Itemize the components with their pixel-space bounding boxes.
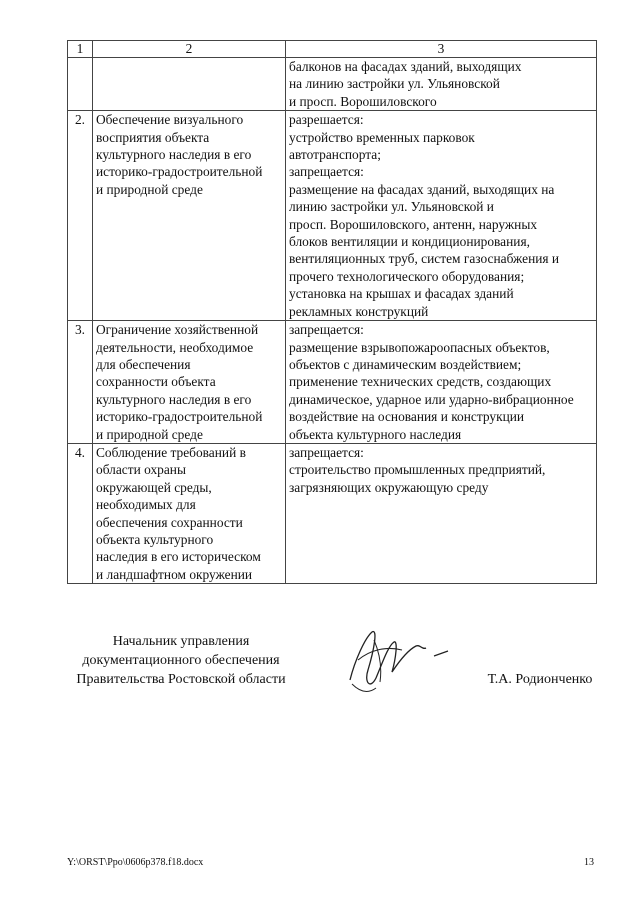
- text-line: и просп. Ворошиловского: [289, 93, 437, 109]
- text-line: Ограничение хозяйственной: [96, 322, 259, 338]
- text-line: блоков вентиляции и кондиционирования,: [289, 234, 530, 250]
- table-row: [68, 321, 597, 444]
- text-line: строительство промышленных предприятий,: [289, 462, 546, 478]
- text-line: Т.А. Родионченко: [487, 672, 593, 687]
- header-col-1: 1: [68, 41, 93, 58]
- text-line: историко-градостроительной: [96, 164, 263, 180]
- text-line: размещение взрывопожароопасных объектов,: [289, 339, 550, 355]
- text-line: наследия в его историческом: [96, 549, 261, 565]
- signatory-name: [470, 670, 610, 689]
- text-line: загрязняющих окружающую среду: [289, 479, 489, 495]
- text-line: размещение на фасадах зданий, выходящих на: [289, 181, 555, 197]
- text-line: документационного обеспечения: [82, 653, 280, 668]
- text-line: рекламных конструкций: [289, 303, 429, 319]
- row-number: 3.: [68, 321, 93, 444]
- text-line: области охраны: [96, 462, 186, 478]
- table-row: [68, 443, 597, 583]
- text-line: балконов на фасадах зданий, выходящих: [289, 59, 522, 74]
- text-line: и ландшафтном окружении: [96, 566, 253, 582]
- text-line: применение технических средств, создающих: [289, 374, 552, 390]
- signatory-position: [62, 632, 300, 689]
- row-regime: [286, 58, 597, 111]
- text-line: запрещается:: [289, 164, 364, 180]
- text-line: прочего технологического оборудования;: [289, 268, 525, 284]
- text-line: и природной среде: [96, 181, 203, 197]
- row-requirement: [93, 111, 286, 321]
- text-line: устройство временных парковок: [289, 129, 475, 145]
- text-line: окружающей среды,: [96, 479, 212, 495]
- text-line: обеспечения сохранности: [96, 514, 243, 530]
- text-line: Правительства Ростовской области: [76, 672, 286, 687]
- text-line: восприятия объекта: [96, 129, 210, 145]
- table-header-row: [68, 41, 597, 58]
- text-line: на линию застройки ул. Ульяновской: [289, 76, 500, 92]
- row-regime: [286, 111, 597, 321]
- text-line: культурного наследия в его: [96, 147, 252, 163]
- text-line: динамическое, ударное или ударно-вибрационное: [289, 391, 574, 407]
- text-line: деятельности, необходимое: [96, 339, 254, 355]
- text-line: линию застройки ул. Ульяновской и: [289, 199, 494, 215]
- row-requirement: [93, 443, 286, 583]
- text-line: воздействие на основания и конструкции: [289, 409, 525, 425]
- table-row: [68, 111, 597, 321]
- text-line: объектов с динамическим воздействием;: [289, 356, 522, 372]
- row-requirement: [93, 58, 286, 111]
- text-line: разрешается:: [289, 112, 364, 128]
- table-row: [68, 58, 597, 111]
- row-regime: [286, 321, 597, 444]
- text-line: автотранспорта;: [289, 147, 381, 163]
- text-line: для обеспечения: [96, 356, 191, 372]
- text-line: и природной среде: [96, 426, 203, 442]
- row-number: 2.: [68, 111, 93, 321]
- row-regime: [286, 443, 597, 583]
- text-line: запрещается:: [289, 444, 364, 460]
- row-number: [68, 58, 93, 111]
- file-path-footer: Y:\ORST\Ppo\0606p378.f18.docx: [67, 857, 204, 868]
- handwritten-signature: [330, 620, 460, 700]
- text-line: объекта культурного: [96, 531, 214, 547]
- text-line: объекта культурного наследия: [289, 426, 462, 442]
- row-requirement: [93, 321, 286, 444]
- row-number: 4.: [68, 443, 93, 583]
- header-col-2: 2: [93, 41, 286, 58]
- text-line: запрещается:: [289, 322, 364, 338]
- header-col-3: 3: [286, 41, 597, 58]
- text-line: необходимых для: [96, 497, 196, 513]
- text-line: сохранности объекта: [96, 374, 216, 390]
- text-line: Обеспечение визуального: [96, 112, 244, 128]
- page-number: 13: [584, 857, 594, 868]
- text-line: установка на крышах и фасадах зданий: [289, 286, 514, 302]
- text-line: просп. Ворошиловского, антенн, наружных: [289, 216, 538, 232]
- text-line: культурного наследия в его: [96, 391, 252, 407]
- text-line: Начальник управления: [112, 634, 250, 649]
- regulations-table: [67, 40, 597, 584]
- text-line: историко-градостроительной: [96, 409, 263, 425]
- text-line: вентиляционных труб, систем газоснабжения и: [289, 251, 560, 267]
- text-line: Соблюдение требований в: [96, 444, 246, 460]
